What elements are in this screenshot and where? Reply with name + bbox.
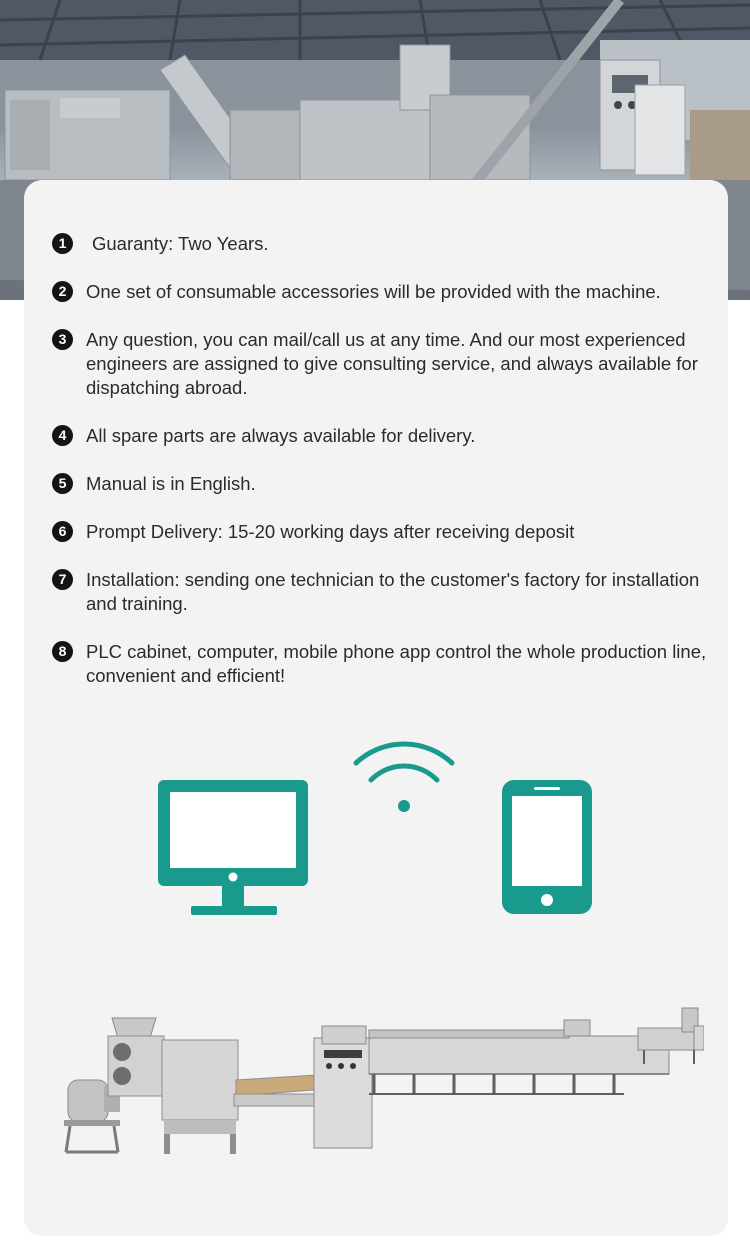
roller-press	[108, 1018, 238, 1154]
list-item	[52, 328, 716, 400]
bullet-number: 4	[52, 425, 73, 446]
list-item-text: Prompt Delivery: 15-20 working days after receiving deposit	[86, 521, 575, 542]
list-item-text: PLC cabinet, computer, mobile phone app control the whole production line, convenient and efficient!	[86, 641, 707, 686]
list-item	[52, 472, 716, 496]
info-card	[24, 180, 728, 1236]
bullet-number: 5	[52, 473, 73, 494]
bullet-number: 1	[52, 233, 73, 254]
list-item	[52, 424, 716, 448]
list-item-text: Manual is in English.	[86, 473, 256, 494]
list-item-text: Installation: sending one technician to the customer's factory for installation and training.	[86, 569, 700, 614]
bullet-number: 7	[52, 569, 73, 590]
list-item	[52, 232, 716, 256]
list-item-text: All spare parts are always available for delivery.	[86, 425, 476, 446]
list-item	[52, 520, 716, 544]
noodle-production-line-icon	[44, 990, 704, 1170]
steamer-tunnel	[369, 1020, 669, 1094]
control-illustration	[124, 730, 604, 920]
control-cabinet	[314, 1026, 372, 1148]
feature-list	[52, 232, 716, 712]
computer-monitor-icon	[158, 730, 308, 915]
bullet-number: 3	[52, 329, 73, 350]
bullet-number: 2	[52, 281, 73, 302]
wifi-signal-icon	[356, 744, 452, 812]
list-item-text: One set of consumable accessories will be provided with the machine.	[86, 281, 661, 302]
list-item	[52, 280, 716, 304]
bullet-number: 8	[52, 641, 73, 662]
bullet-number: 6	[52, 521, 73, 542]
list-item-text: Guaranty: Two Years.	[92, 233, 269, 254]
mobile-phone-icon	[491, 780, 592, 920]
list-item	[52, 568, 716, 616]
list-item-text: Any question, you can mail/call us at any time. And our most experienced engineers are assigned to give consulting service, and always available for dispatching abroad.	[86, 329, 698, 398]
list-item	[52, 640, 716, 688]
